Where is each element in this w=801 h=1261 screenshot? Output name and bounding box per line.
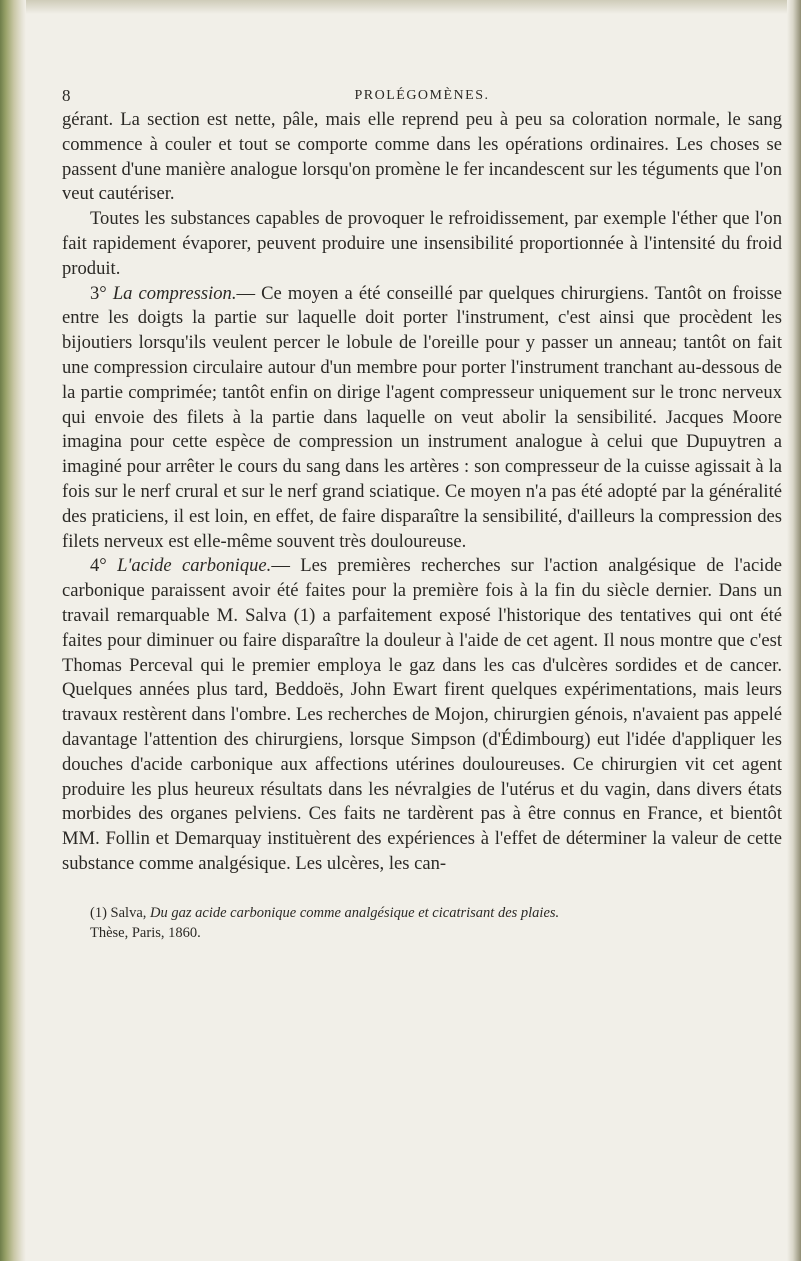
paragraph-text: gérant. La section est nette, pâle, mais elle reprend peu à peu sa coloration normale, le sang commence à couler et tout se comporte comme dans les opérations ordinaires. Les choses se passent d'une manière analogue lorsqu'on promène le fer incandescent sur les téguments que l'on veut cautériser. [62, 109, 782, 205]
paragraph-compression [62, 282, 782, 555]
paragraph-text: — Ce moyen a été conseillé par quelques chirurgiens. Tantôt on froisse entre les doigts la partie sur laquelle doit porter l'instrument, c'est ainsi que procèdent les bijoutiers lorsqu'ils veulent percer le lobule de l'oreille pour y passer un anneau; tantôt on fait une compression circulaire autour d'un membre pour porter l'instrument tranchant au-dessous de la partie comprimée; tantôt enfin on dirige l'agent compresseur uniquement sur le tronc nerveux qui envoie des filets à la partie dans laquelle on veut abolir la sensibilité. Jacques Moore imagina pour cette espèce de compression un instrument analogue à celui que Dupuytren a imaginé pour arrêter le cours du sang dans les artères : son compresseur de la cuisse agissait à la fois sur le nerf crural et sur le nerf grand sciatique. Ce moyen n'a pas été adopté par la généralité des praticiens, il est loin, en effet, de faire disparaître la sensibilité, d'ailleurs la compression des filets nerveux est elle-même souvent très douloureuse. [62, 282, 782, 552]
section-number: 3° [90, 282, 113, 304]
footnote-author: Salva, [110, 904, 147, 921]
page-right-edge [787, 0, 801, 1261]
paragraph-carbonic-acid [62, 554, 782, 876]
section-heading: L'acide carbonique. [117, 555, 272, 577]
running-title: PROLÉGOMÈNES. [354, 88, 490, 103]
paragraph-continuation [62, 108, 782, 207]
page-number: 8 [62, 86, 71, 105]
footnote-citation [90, 903, 782, 923]
paragraph-cold-substances [62, 207, 782, 281]
section-number: 4° [90, 555, 118, 577]
paragraph-text: — Les premières recherches sur l'action analgésique de l'acide carbonique paraissent avoir été faites pour la première fois à la fin du siècle dernier. Dans un travail remarquable M. Salva (1) a parfaitement exposé l'historique des tentatives qui ont été faites pour diminuer ou faire disparaître la douleur à l'aide de cet agent. Il nous montre que c'est Thomas Perceval qui le premier employa le gaz dans les cas d'ulcères sordides et de cancer. Quelques années plus tard, Beddoës, John Ewart firent quelques expérimentations, mais leurs travaux restèrent dans l'ombre. Les recherches de Mojon, chirurgien génois, n'avaient pas appelé davantage l'attention des chirurgiens, lorsque Simpson (d'Édimbourg) eut l'idée d'appliquer les douches d'acide carbonique aux affections utérines douloureuses. Ce chirurgien vit cet agent produire les plus heureux résultats dans les névralgies de l'utérus et du vagin, dans divers états morbides des organes pelviens. Ces faits ne tardèrent pas à être connus en France, et bientôt MM. Follin et Demarquay instituèrent des expériences à l'effet de déterminer la valeur de cette substance comme analgésique. Les ulcères, les can- [62, 555, 782, 874]
page-header [62, 78, 782, 108]
footnote-marker: (1) [90, 904, 107, 921]
book-binding-edge [0, 0, 26, 1261]
paragraph-text: Toutes les substances capables de provoquer le refroidissement, par exemple l'éther que l'on fait rapidement évaporer, peuvent produire une insensibilité proportionnée à l'intensité du froid produit. [62, 208, 782, 279]
footnote-details: Thèse, Paris, 1860. [90, 924, 201, 941]
section-heading: La compression. [112, 282, 237, 304]
book-page [62, 78, 782, 943]
page-top-shadow [0, 0, 801, 14]
footnote-title: Du gaz acide carbonique comme analgésique et cicatrisant des plaies. [150, 904, 560, 921]
footnote [62, 903, 782, 943]
body-text [62, 108, 782, 877]
